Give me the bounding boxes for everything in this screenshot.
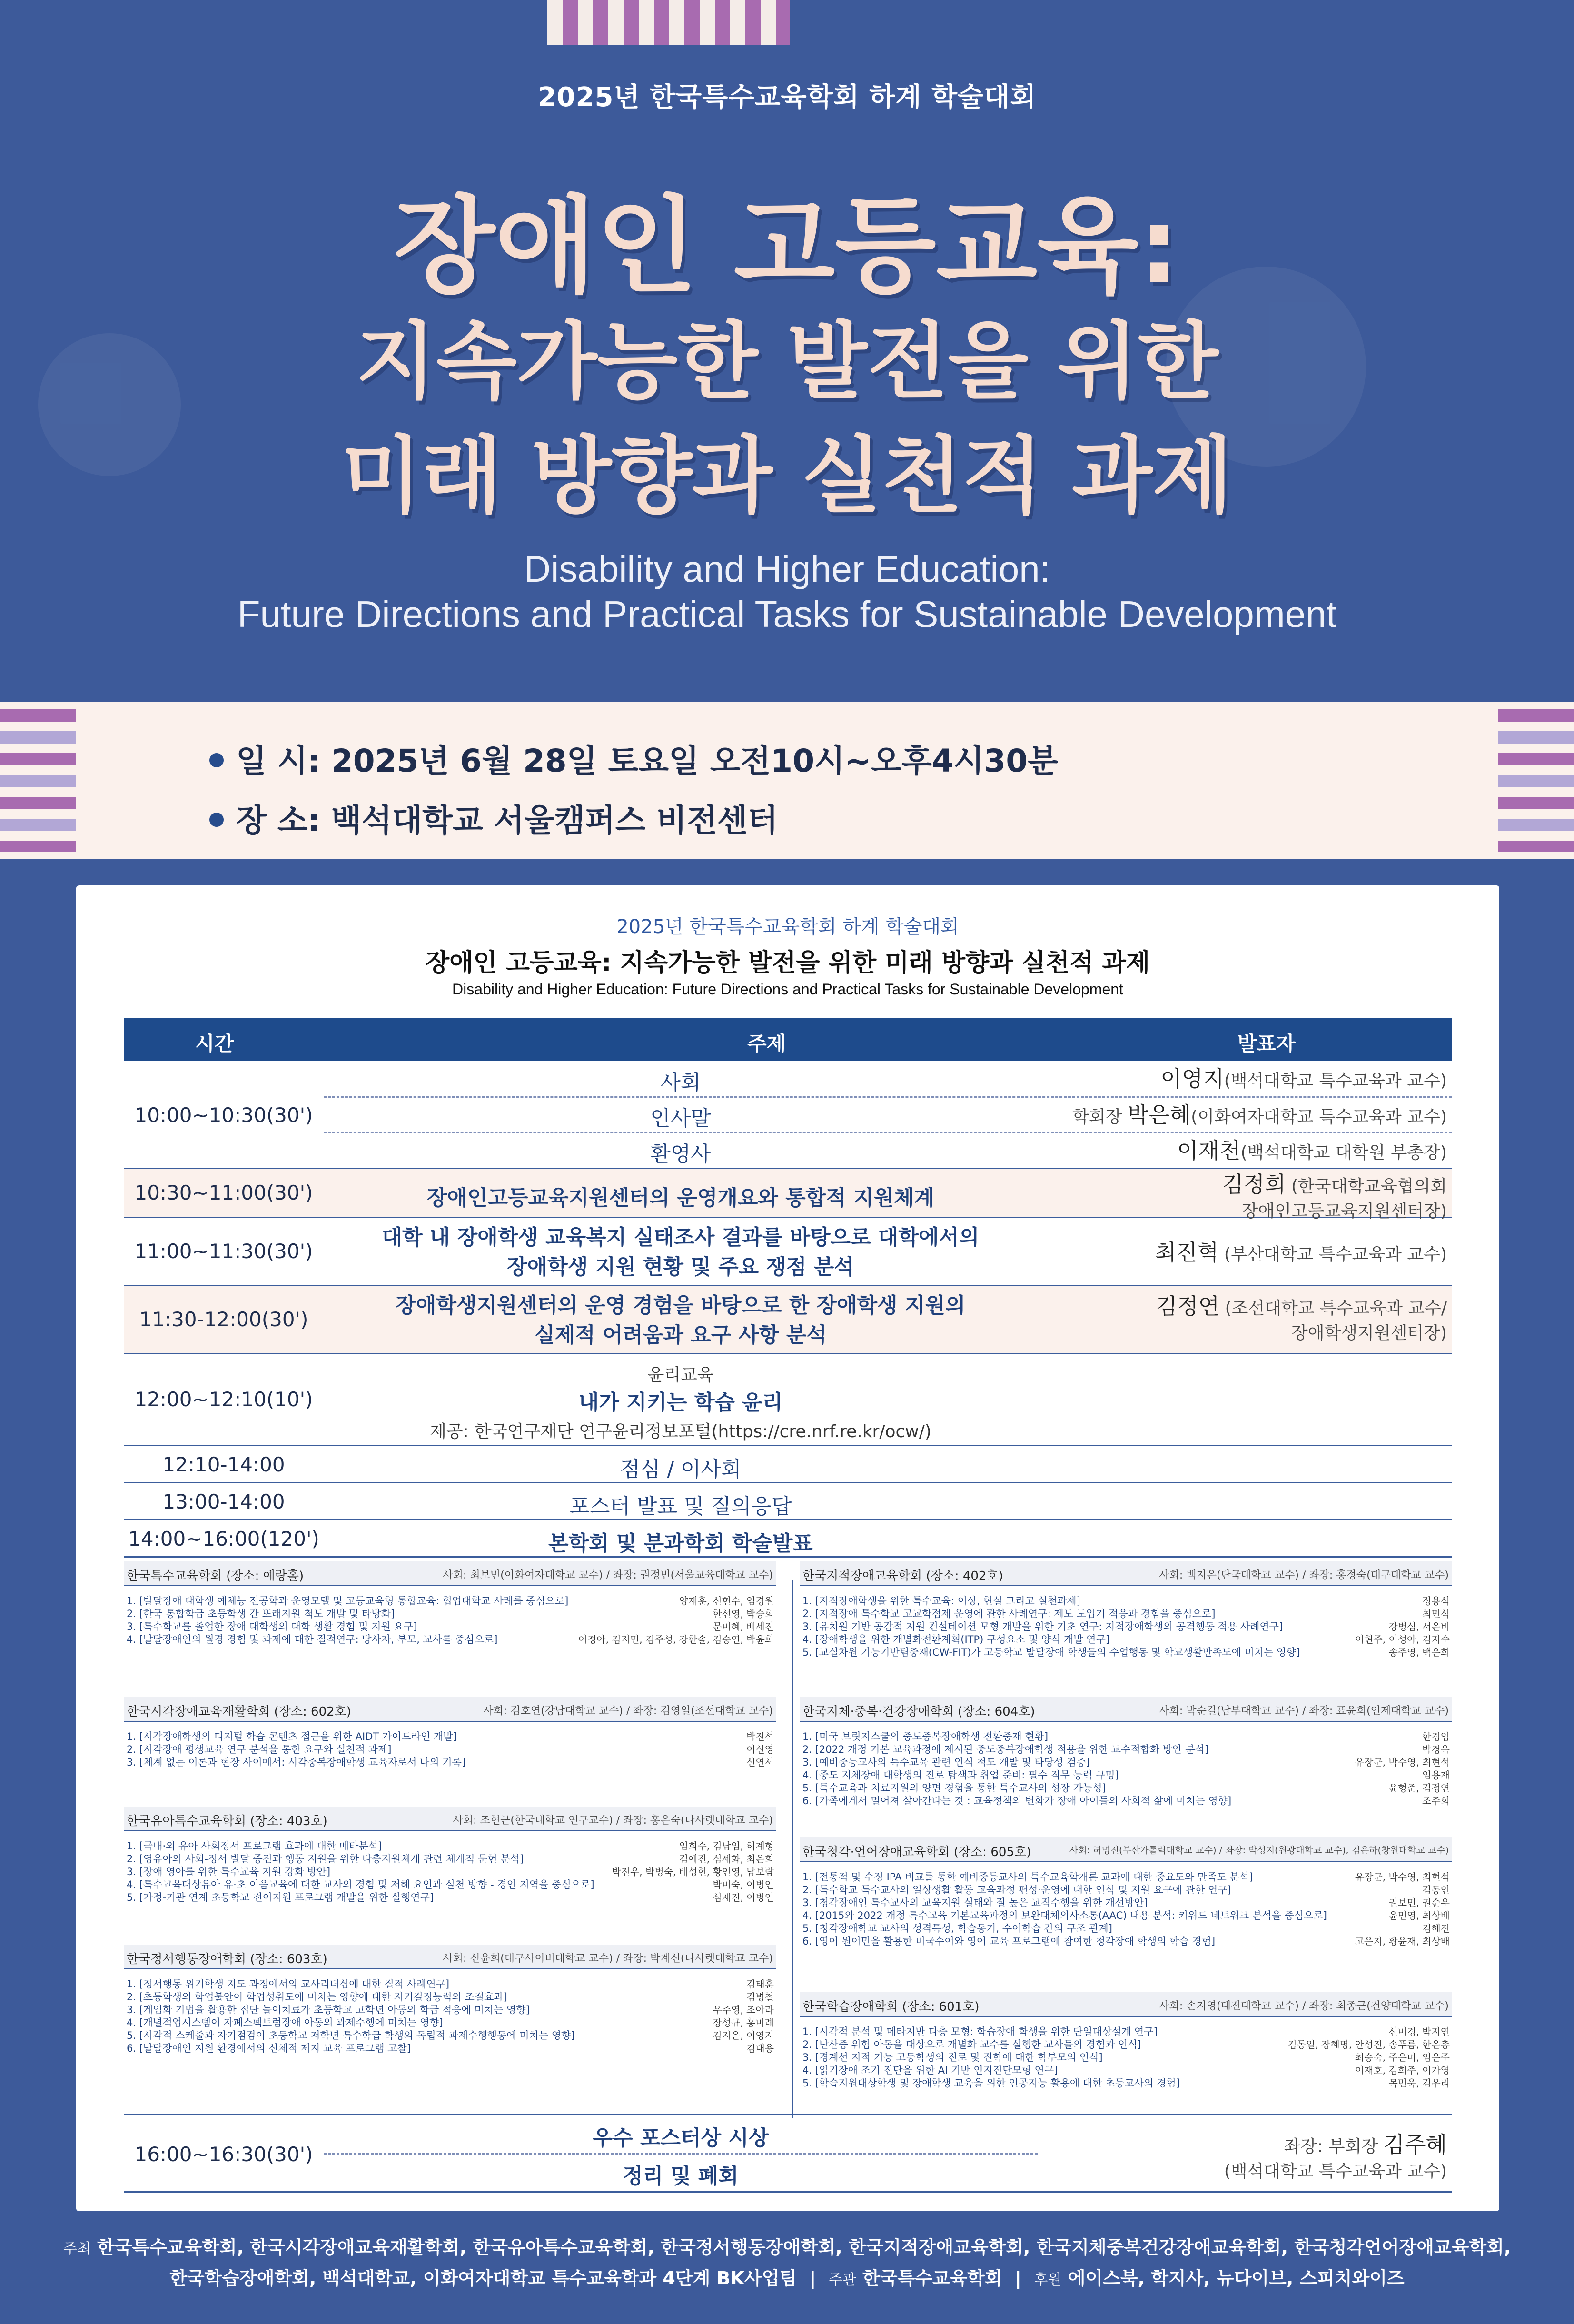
item-authors: 김태훈 (746, 1978, 774, 1990)
presenter-role: 좌장: 부회장 (1284, 2137, 1378, 2156)
organizer-label: 주관 (828, 2272, 856, 2288)
presentation-list (802, 1595, 1450, 1659)
item-title: 5. [청각장애학교 교사의 성격특성, 학습동기, 수어학습 간의 구조 관계] (802, 1923, 1112, 1934)
item-title: 6. [발달장애인 지원 환경에서의 신체적 제지 교육 프로그램 고찰] (127, 2043, 411, 2054)
item-title: 4. [특수교육대상유아 유·초 이음교육에 대한 교사의 경험 및 저해 요인과 실천 방향 - 경인 지역을 중심으로] (127, 1879, 594, 1890)
panel-header (800, 1992, 1452, 2017)
item-authors: 양재훈, 신현수, 임경원 (679, 1595, 774, 1607)
topic-cell: 본학회 및 분과학회 학술발표 (548, 1531, 813, 1556)
footer-hosts (0, 2233, 1574, 2259)
card-subtitle: Disability and Higher Education: Future Directions and Practical Tasks for Sustainable Development (452, 981, 1123, 998)
item-title: 6. [가족에게서 멀어져 살아간다는 것 : 교육정책의 변화가 장애 아이들의 사회적 삶에 미치는 영향] (802, 1795, 1232, 1807)
item-authors: 박진우, 박병숙, 배성현, 황인영, 남보람 (612, 1866, 774, 1877)
decorative-stripes (1498, 709, 1574, 852)
panel-chair: 사회: 박순길(남부대학교 교수) / 좌장: 표윤희(인제대학교 교수) (1159, 1705, 1449, 1717)
topic-line: 장애학생지원센터의 운영 경험을 바탕으로 한 장애학생 지원의 (396, 1293, 966, 1318)
item-title: 2. [지적장애 특수학교 고교학점제 운영에 관한 사례연구: 제도 도입기 적응과 경험을 중심으로] (802, 1608, 1216, 1619)
presenter-affiliation: (이화여자대학교 특수교육과 교수) (1191, 1107, 1447, 1127)
topic-line: 장애학생 지원 현황 및 주요 쟁점 분석 (507, 1255, 854, 1279)
item-authors: 목민욱, 김우리 (1388, 2077, 1450, 2089)
list-item (127, 2004, 774, 2016)
item-authors: 박미숙, 이병인 (713, 1879, 774, 1890)
presenter-affiliation: (조선대학교 특수교육과 교수/ (1225, 1299, 1447, 1318)
list-item (127, 1991, 774, 2004)
list-item (127, 1853, 774, 1866)
title-line-2: 지속가능한 발전을 위한 (356, 314, 1218, 410)
list-item (127, 1840, 774, 1853)
panel-early-childhood (124, 1807, 776, 1940)
list-item (802, 1795, 1450, 1808)
date-row (209, 735, 1058, 781)
list-item (802, 1871, 1450, 1884)
schedule-row (124, 1520, 1452, 1558)
topic-cell (324, 1360, 1038, 1446)
panel-name: 한국청각·언어장애교육학회 (장소: 605호) (802, 1845, 1031, 1859)
presenter-cell (1177, 1135, 1447, 1166)
item-authors: 정용석 (1422, 1595, 1450, 1607)
list-item (127, 1756, 774, 1769)
presentation-list (127, 1730, 774, 1769)
presenter-cell (1156, 1291, 1447, 1346)
list-item (802, 2077, 1450, 2090)
panel-chair: 사회: 신윤희(대구사이버대학교 교수) / 좌장: 박계신(나사렛대학교 교수) (443, 1953, 773, 1965)
schedule-row-closing (124, 2114, 1452, 2193)
item-title: 3. [체계 없는 이론과 현장 사이에서: 시각중복장애학생 교육자로서 나의 기록] (127, 1757, 466, 1768)
item-authors: 우주영, 조아라 (713, 2004, 774, 2016)
item-title: 3. [장애 영아를 위한 특수교육 지원 강화 방안] (127, 1866, 331, 1877)
english-title-line-2: Future Directions and Practical Tasks for Sustainable Development (237, 593, 1337, 635)
presenter-name: 김정희 (1222, 1172, 1286, 1197)
time-cell: 11:30-12:00(30') (139, 1308, 308, 1331)
panel-intellectual-disability (800, 1561, 1452, 1695)
panel-name: 한국정서행동장애학회 (장소: 603호) (127, 1952, 327, 1966)
schedule-row (124, 1483, 1452, 1520)
item-title: 5. [교실차원 기능기반팀중재(CW-FIT)가 고등학교 발달장애 학생들의 수업행동 및 학교생활만족도에 미치는 영향] (802, 1647, 1300, 1658)
topic-cell (324, 1223, 1038, 1282)
sponsor-label: 후원 (1034, 2272, 1062, 2288)
panel-chair: 사회: 김호연(강남대학교 교수) / 좌장: 김영일(조선대학교 교수) (483, 1705, 773, 1717)
item-authors: 신연서 (746, 1757, 774, 1768)
panel-chair: 사회: 손지영(대전대학교 교수) / 좌장: 최종근(건양대학교 교수) (1159, 2000, 1449, 2012)
item-authors: 윤형준, 김정연 (1388, 1782, 1450, 1794)
item-title: 3. [게임화 기법을 활용한 집단 놀이치료가 초등학교 고학년 아동의 학급 적응에 미치는 영향] (127, 2004, 530, 2016)
list-item (127, 1608, 774, 1620)
panel-learning-disabilities (800, 1992, 1452, 2106)
item-title: 3. [청각장애인 특수교사의 교육지원 실태와 질 높은 교직수행을 위한 개선방안] (802, 1897, 1148, 1908)
item-title: 3. [경계선 지적 기능 고등학생의 진로 및 진학에 대한 학부모의 인식] (802, 2052, 1103, 2063)
organizer: 한국특수교육학회 (862, 2268, 1002, 2289)
topic-cell (324, 1291, 1038, 1350)
item-authors: 김예진, 심세화, 최은희 (679, 1853, 774, 1865)
item-authors: 김동일, 장혜명, 안성진, 송푸름, 한은총 (1287, 2039, 1450, 2050)
table-header (124, 1018, 1452, 1061)
presentation-list (802, 1730, 1450, 1808)
date-value: 2025년 6월 28일 토요일 오전10시~오후4시30분 (331, 743, 1058, 779)
item-authors: 고은지, 황윤재, 최상배 (1355, 1936, 1450, 1947)
panel-header (124, 1561, 776, 1586)
schedule-row (124, 1169, 1452, 1222)
hosts-line-2: 한국학습장애학회, 백석대학교, 이화여자대학교 특수교육학과 4단계 BK사업팀 (169, 2268, 797, 2289)
column-divider (792, 1580, 793, 2118)
presenter-cell (1222, 1169, 1447, 1224)
list-item (802, 1646, 1450, 1659)
item-authors: 김지은, 이영지 (713, 2030, 774, 2041)
panel-name: 한국시각장애교육재활학회 (장소: 602호) (127, 1705, 351, 1719)
list-item (802, 1884, 1450, 1897)
topic-cell: 인사말 (650, 1106, 711, 1131)
list-item (127, 2042, 774, 2055)
place-row (209, 795, 778, 840)
item-title: 2. [시각장애 평생교육 연구 분석을 통한 요구와 실천적 과제] (127, 1744, 392, 1755)
item-authors: 최승숙, 주은미, 임은주 (1355, 2052, 1450, 2063)
panel-header (124, 1945, 776, 1969)
item-authors: 이재호, 김희주, 이가영 (1355, 2065, 1450, 2076)
sponsors: 에이스북, 학지사, 뉴다이브, 스피치와이즈 (1068, 2268, 1405, 2289)
time-cell: 12:00~12:10(10') (134, 1388, 313, 1411)
header-presenter: 발표자 (1237, 1032, 1296, 1055)
item-title: 5. [특수교육과 치료지원의 양면 경험을 통한 특수교사의 성장 가능성] (802, 1782, 1106, 1794)
decorative-stripes (0, 709, 76, 852)
item-authors: 심재진, 이병인 (713, 1892, 774, 1903)
topic-cell: 장애인고등교육지원센터의 운영개요와 통합적 지원체계 (426, 1186, 935, 1210)
time-cell: 10:00~10:30(30') (134, 1103, 313, 1127)
item-authors: 김대용 (746, 2043, 774, 2054)
item-title: 5. [시각적 스케줄과 자기점검이 초등학교 저학년 특수학급 학생의 독립적 과제수행행동에 미치는 영향] (127, 2030, 575, 2041)
item-authors: 윤민영, 최상배 (1388, 1910, 1450, 1921)
bullet-icon (209, 753, 224, 767)
item-authors: 이현주, 이성아, 김지수 (1355, 1634, 1450, 1645)
list-item (127, 1891, 774, 1904)
presenter-role: 학회장 (1072, 1107, 1122, 1127)
item-authors: 임희수, 김남임, 허계형 (679, 1840, 774, 1852)
presenter-affiliation: (백석대학교 대학원 부총장) (1240, 1143, 1447, 1162)
item-title: 1. [정서행동 위기학생 지도 과정에서의 교사리더십에 대한 질적 사례연구] (127, 1978, 450, 1990)
topic-line: 대학 내 장애학생 교육복지 실태조사 결과를 바탕으로 대학에서의 (382, 1225, 980, 1250)
presenter-name: 박은혜 (1127, 1102, 1191, 1128)
panel-special-education (124, 1561, 776, 1695)
conference-label: 2025년 한국특수교육학회 하계 학술대회 (537, 82, 1037, 113)
item-authors: 유장군, 박수영, 최현석 (1355, 1757, 1450, 1768)
list-item (802, 2038, 1450, 2051)
item-title: 5. [가정-기관 연계 초등학교 전이지원 프로그램 개발을 위한 실행연구] (127, 1892, 434, 1903)
item-authors: 문미혜, 배세진 (713, 1621, 774, 1632)
presentation-list (802, 1871, 1450, 1948)
item-authors: 조주희 (1422, 1795, 1450, 1807)
place-label: 장 소: (236, 802, 320, 839)
divider (324, 2153, 1038, 2155)
header-time: 시간 (195, 1032, 234, 1055)
item-title: 2. [초등학생의 학업불안이 학업성취도에 미치는 영향에 대한 자기결정능력의 조절효과] (127, 1991, 507, 2003)
topic-cell: 사회 (660, 1071, 701, 1095)
panel-header (124, 1697, 776, 1722)
title-line-3: 미래 방향과 실천적 과제 (341, 428, 1233, 525)
item-authors: 박경옥 (1422, 1744, 1450, 1755)
item-authors: 한경임 (1422, 1731, 1450, 1742)
item-title: 4. [발달장애인의 월경 경험 및 과제에 대한 질적연구: 당사자, 부모, 교사를 중심으로] (127, 1634, 498, 1645)
presenter-name: 이영지 (1160, 1066, 1224, 1092)
list-item (802, 1756, 1450, 1769)
presenter-affiliation: (백석대학교 특수교육과 교수) (1224, 1071, 1447, 1091)
panel-chair: 사회: 허명진(부산가톨릭대학교 교수) / 좌장: 박성지(원광대학교 교수), 김은하(창원대학교 교수) (1069, 1845, 1449, 1856)
list-item (127, 1878, 774, 1891)
list-item (127, 1633, 774, 1646)
list-item (127, 2016, 774, 2029)
time-cell: 11:00~11:30(30') (134, 1240, 313, 1263)
list-item (127, 1743, 774, 1756)
schedule-row (124, 1286, 1452, 1354)
item-title: 4. [개별적업시스템이 자폐스펙트럼장애 아동의 과제수행에 미치는 영향] (127, 2017, 443, 2028)
panel-header (800, 1837, 1452, 1862)
list-item (802, 1935, 1450, 1948)
list-item (127, 1595, 774, 1608)
item-title: 2. [난산증 위험 아동을 대상으로 개별화 교수를 실행한 교사들의 경험과 인식] (802, 2039, 1141, 2050)
list-item (802, 2064, 1450, 2077)
list-item (802, 1633, 1450, 1646)
topic-cell: 우수 포스터상 시상 (592, 2126, 769, 2150)
item-title: 1. [전통적 및 수정 IPA 비교를 통한 예비중등교사의 특수교육학개론 교과에 대한 중요도와 만족도 분석] (802, 1871, 1253, 1883)
presenter-affiliation: 장애학생지원센터장) (1291, 1323, 1447, 1343)
panel-header (800, 1561, 1452, 1586)
topic-line: 윤리교육 (647, 1365, 714, 1385)
panel-chair: 사회: 최보민(이화여자대학교 교수) / 좌장: 권정민(서울교육대학교 교수) (443, 1569, 773, 1581)
list-item (802, 1730, 1450, 1743)
presenter-name: 김주혜 (1383, 2132, 1447, 2157)
item-authors: 송주영, 백은희 (1388, 1647, 1450, 1658)
panel-name: 한국유아특수교육학회 (장소: 403호) (127, 1814, 327, 1828)
card-title: 장애인 고등교육: 지속가능한 발전을 위한 미래 방향과 실천적 과제 (426, 949, 1150, 977)
presenter-affiliation: (부산대학교 특수교육과 교수) (1224, 1245, 1447, 1264)
list-item (127, 1620, 774, 1633)
presenter-cell (1224, 2129, 1447, 2184)
list-item (802, 2026, 1450, 2038)
item-authors: 박진석 (746, 1731, 774, 1742)
panel-header (800, 1697, 1452, 1722)
item-authors: 강병심, 서은비 (1388, 1621, 1450, 1632)
program-card (76, 885, 1499, 2211)
item-authors: 김혜진 (1422, 1923, 1450, 1934)
topic-line: 실제적 어려움과 요구 사항 분석 (535, 1323, 827, 1347)
list-item (127, 1978, 774, 1991)
item-authors: 한선영, 박승희 (713, 1608, 774, 1619)
time-cell: 12:10-14:00 (162, 1453, 285, 1476)
presentation-list (127, 1978, 774, 2055)
presenter-cell (1072, 1100, 1447, 1130)
title-line-1: 장애인 고등교육: (394, 185, 1180, 307)
panel-visual-impairment (124, 1697, 776, 1802)
list-item (802, 1769, 1450, 1782)
schedule-row (124, 1446, 1452, 1483)
presenter-name: 이재천 (1177, 1138, 1241, 1163)
item-title: 3. [예비중등교사의 특수교육 관련 인식 척도 개발 및 타당성 검증] (802, 1757, 1090, 1768)
host-label: 주최 (63, 2241, 91, 2257)
time-cell: 13:00-14:00 (162, 1490, 285, 1513)
presenter-cell (1160, 1063, 1447, 1094)
item-title: 4. [읽기장애 조기 진단을 위한 AI 기반 인지진단모형 연구] (802, 2065, 1058, 2076)
list-item (802, 1595, 1450, 1608)
place-value: 백석대학교 서울캠퍼스 비전센터 (331, 802, 778, 839)
presentation-list (802, 2026, 1450, 2090)
item-title: 1. [지적장애학생을 위한 특수교육: 이상, 현실 그리고 실천과제] (802, 1595, 1080, 1607)
item-authors: 이정아, 김지민, 김주성, 강한솔, 김승연, 박윤희 (578, 1634, 774, 1645)
topic-cell: 포스터 발표 및 질의응답 (569, 1494, 792, 1519)
list-item (127, 1730, 774, 1743)
item-title: 4. [장애학생을 위한 개별화전환계획(ITP) 구성요소 및 양식 개발 연구] (802, 1634, 1110, 1645)
topic-cell: 점심 / 이사회 (620, 1457, 742, 1481)
list-item (802, 1922, 1450, 1935)
panel-hearing-language (800, 1837, 1452, 1990)
presenter-name: 최진혁 (1155, 1240, 1219, 1265)
item-authors: 장성규, 홍미례 (713, 2017, 774, 2028)
hosts-line-1: 한국특수교육학회, 한국시각장애교육재활학회, 한국유아특수교육학회, 한국정서행동장애학회, 한국지적장애교육학회, 한국지체중복건강장애교육학회, 한국청각언어장애교육학회, (97, 2237, 1511, 2258)
item-authors: 김병철 (746, 1991, 774, 2003)
presenter-affiliation: (백석대학교 특수교육과 교수) (1224, 2162, 1447, 2182)
item-title: 3. [특수학교를 졸업한 장애 대학생의 대학 생활 경험 및 지원 요구] (127, 1621, 417, 1632)
list-item (802, 1782, 1450, 1795)
presenter-affiliation: 장애인고등교육지원센터장) (1241, 1202, 1447, 1222)
list-item (802, 1608, 1450, 1620)
header-topic: 주제 (747, 1032, 786, 1055)
item-authors: 신미경, 박지연 (1388, 2026, 1450, 2037)
item-title: 4. [중도 지체장애 대학생의 진로 탐색과 취업 준비: 필수 직무 능력 규명] (802, 1769, 1119, 1781)
time-cell: 14:00~16:00(120') (128, 1527, 319, 1550)
schedule-row (124, 1218, 1452, 1286)
divider (324, 1132, 1452, 1133)
list-item (802, 2051, 1450, 2064)
item-title: 1. [시각적 분석 및 메타지만 다층 모형: 학습장애 학생을 위한 단일대상설계 연구] (802, 2026, 1158, 2037)
list-item (802, 1620, 1450, 1633)
divider (324, 1096, 1452, 1098)
time-cell: 10:30~11:00(30') (134, 1181, 313, 1204)
list-item (127, 2029, 774, 2042)
item-title: 1. [국내·외 유아 사회정서 프로그램 효과에 대한 메타분석] (127, 1840, 382, 1852)
topic-line: 내가 지키는 학습 윤리 (578, 1390, 783, 1415)
panel-chair: 사회: 조현근(한국대학교 연구교수) / 좌장: 홍은숙(나사렛대학교 교수) (453, 1815, 773, 1827)
topic-cell: 정리 및 폐회 (623, 2164, 739, 2188)
item-title: 1. [발달장애 대학생 예체능 전공학과 운영모델 및 고등교육형 통합교육: 협업대학교 사례를 중심으로] (127, 1595, 569, 1607)
item-title: 3. [유치원 기반 공감적 지원 컨설테이션 모형 개발을 위한 기초 연구: 지적장애학생의 공격행동 적용 사례연구] (802, 1621, 1283, 1632)
item-title: 1. [시각장애학생의 디지털 학습 콘텐츠 접근을 위한 AIDT 가이드라인 개발] (127, 1731, 457, 1742)
item-title: 2. [특수학교 특수교사의 일상생활 활동 교육과정 편성·운영에 대한 인식 및 지원 요구에 관한 연구] (802, 1884, 1231, 1896)
item-title: 5. [학습지원대상학생 및 장애학생 교육을 위한 인공지능 활용에 대한 초등교사의 경험] (802, 2077, 1180, 2089)
panel-name: 한국지체·중복·건강장애학회 (장소: 604호) (802, 1705, 1035, 1719)
topic-line: 제공: 한국연구재단 연구윤리정보포털(https://cre.nrf.re.kr/ocw/) (430, 1422, 931, 1441)
panel-name: 한국특수교육학회 (장소: 예랑홀) (127, 1569, 304, 1583)
item-authors: 유장군, 박수영, 최현석 (1355, 1871, 1450, 1883)
list-item (802, 1743, 1450, 1756)
list-item (802, 1909, 1450, 1922)
topic-cell: 환영사 (650, 1142, 711, 1166)
presenter-cell (1155, 1237, 1447, 1268)
decorative-stripes (547, 0, 790, 45)
item-title: 2. [영유아의 사회-정서 발달 증진과 행동 지원을 위한 다층지원체계 관련 체계적 문헌 분석] (127, 1853, 524, 1865)
panel-chair: 사회: 백지은(단국대학교 교수) / 좌장: 홍정숙(대구대학교 교수) (1159, 1569, 1449, 1581)
panel-physical-health (800, 1697, 1452, 1835)
panel-emotional-behavioral (124, 1945, 776, 2097)
presentation-list (127, 1595, 774, 1646)
panel-name: 한국지적장애교육학회 (장소: 402호) (802, 1569, 1003, 1583)
presenter-name: 김정연 (1156, 1293, 1220, 1319)
item-authors: 임용재 (1422, 1769, 1450, 1781)
date-label: 일 시: (236, 743, 320, 779)
item-authors: 이신영 (746, 1744, 774, 1755)
list-item (127, 1866, 774, 1878)
panel-header (124, 1807, 776, 1831)
panel-name: 한국학습장애학회 (장소: 601호) (802, 2000, 980, 2014)
item-authors: 김동인 (1422, 1884, 1450, 1896)
bullet-icon (209, 813, 224, 827)
item-authors: 최민식 (1422, 1608, 1450, 1619)
item-title: 2. [한국 통합학급 초등학생 간 또래지원 척도 개발 및 타당화] (127, 1608, 395, 1619)
item-title: 1. [미국 브릿지스쿨의 중도중복장애학생 전환중재 현황] (802, 1731, 1049, 1742)
presenter-affiliation: (한국대학교육협의회 (1291, 1177, 1447, 1196)
item-authors: 권보민, 권순우 (1388, 1897, 1450, 1908)
presentation-list (127, 1840, 774, 1904)
card-conference: 2025년 한국특수교육학회 하계 학술대회 (616, 916, 959, 938)
item-title: 2. [2022 개정 기본 교육과정에 제시된 중도중복장애학생 적용을 위한 교수적합화 방안 분석] (802, 1744, 1209, 1755)
list-item (802, 1897, 1450, 1909)
english-title-line-1: Disability and Higher Education: (524, 548, 1050, 590)
item-title: 6. [영어 원어민을 활용한 미국수어와 영어 교육 프로그램에 참여한 청각장애 학생의 학습 경험] (802, 1936, 1216, 1947)
footer-hosts-2: 한국학습장애학회, 백석대학교, 이화여자대학교 특수교육학과 4단계 BK사업팀 | 주관 한국특수교육학회 | 후원 에이스북, 학지사, 뉴다이브, 스피치와이즈 (169, 2268, 1405, 2289)
item-title: 4. [2015와 2022 개정 특수교육 기본교육과정의 보완대체의사소통(AAC) 내용 분석: 키워드 네트워크 분석을 중심으로] (802, 1910, 1327, 1921)
hero-section (0, 0, 1574, 676)
schedule-row (124, 1354, 1452, 1446)
time-cell: 16:00~16:30(30') (134, 2143, 313, 2166)
schedule-row-opening (124, 1061, 1452, 1169)
